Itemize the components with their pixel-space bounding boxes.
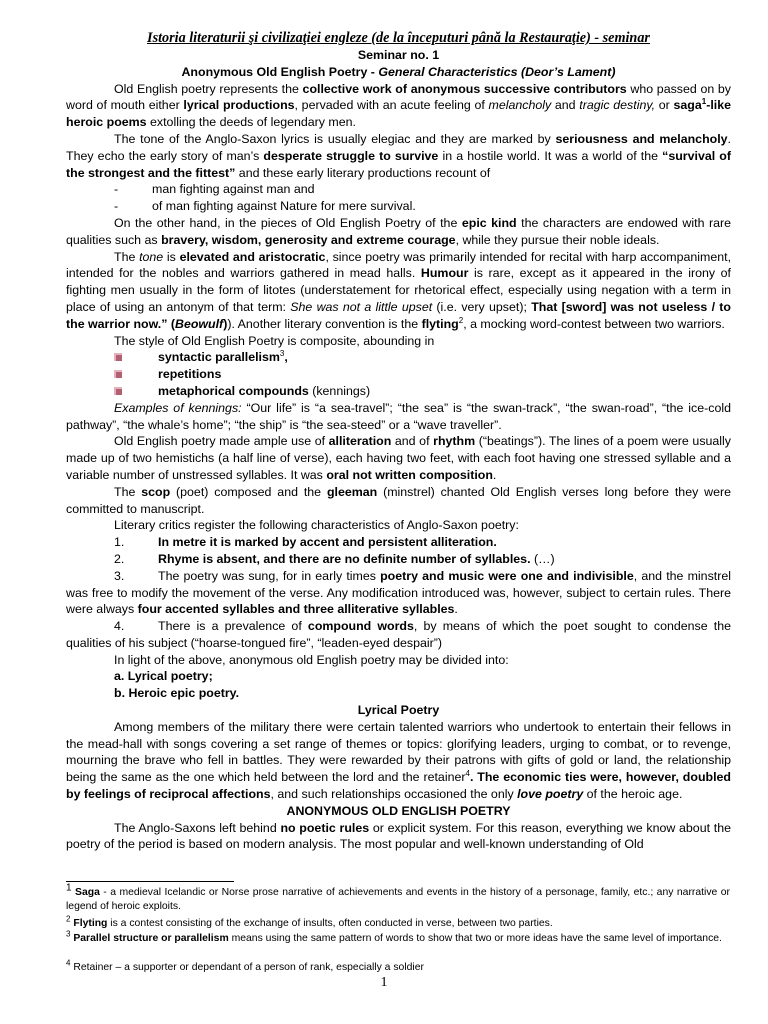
paragraph-3: On the other hand, in the pieces of Old English Poetry of the epic kind the characters are endowed with rare qualities such as bravery, wisdom, generosity and extreme courage, while they pursue their noble ideals. [66,215,731,247]
division-a: a. Lyrical poetry; [114,669,213,684]
bullet-icon [114,353,122,361]
division-b: b. Heroic epic poetry. [114,686,240,701]
footnote-divider [66,881,234,882]
paragraph-7: Old English poetry made ample use of alliteration and of rhythm (“beatings”). The lines of a poem were usually made up of two hemistichs (a half line of verse), each having two feet, with each foot having one stressed syllable and a variable number of unstressed syllables. It was oral not written composition. [66,434,731,482]
list-item: repetitions [66,366,731,383]
section-title-anonymous: ANONYMOUS OLD ENGLISH POETRY [286,803,511,818]
paragraph-10: In light of the above, anonymous old English poetry may be divided into: [114,652,509,667]
numbered-item: 4. There is a prevalence of compound words, by means of which the poet sought to condense the qualities of his subject (“hoarse-tongued fire”, “leaden-eyed despair”) [66,619,731,650]
footnote-2: $^2$ Flyting is a contest consisting of the exchange of insults, often conducted in verse, between two parties. [66,914,553,929]
paragraph-2: The tone of the Anglo-Saxon lyrics is usually elegiac and they are marked by seriousness and melancholy. They echo the early story of man’s desperate struggle to survive in a hostile world. It was a world of the “survival of the strongest and the fittest” and these early literary productions recount of [66,131,732,180]
page-number: 1 [380,975,388,990]
list-item: - man fighting against man and [114,182,315,197]
section-title-lyrical: Lyrical Poetry [357,703,440,718]
list-item: metaphorical compounds (kennings) [66,383,731,400]
paragraph-1: Old English poetry represents the collective work of anonymous successive contributors who passed on by word of mouth either lyrical productions, pervaded with an acute feeling of melancholy and tragic destiny, or saga$^1$-like heroic poems extolling the deeds of legendary men. [66,81,731,130]
bullet-icon [114,387,122,395]
paragraph-8: The scop (poet) composed and the gleeman (minstrel) chanted Old English verses long before they were committed to manuscript. [66,484,732,516]
paragraph-9: Literary critics register the following characteristics of Anglo-Saxon poetry: [114,518,519,533]
numbered-item: 2. Rhyme is absent, and there are no definite number of syllables. (…) [114,551,555,566]
footnote-3: $^3$ Parallel structure or parallelism means using the same pattern of words to show that two or more ideas have the same level of importance. [66,929,722,944]
paragraph-5: The style of Old English Poetry is composite, abounding in [114,333,435,348]
numbered-item: 1. In metre it is marked by accent and persistent alliteration. [114,535,497,550]
paragraph-12: The Anglo-Saxons left behind no poetic rules or explicit system. For this reason, everything we know about the poetry of the period is based on modern analysis. The most popular and well-known understanding of Old [66,820,731,852]
course-header: Istoria literaturii şi civilizaţiei engleze (de la începuturi până la Restauraţie) - seminar [147,30,650,46]
list-item: - of man fighting against Nature for mere survival. [114,199,416,214]
paragraph-6: Examples of kennings: “Our life” is “a sea-travel”; “the sea” is “the swan-track”, “the swan-road”, “the ice-cold pathway”, “the whale’s home”; “the ship” is “the sea-steed” or a “wave traveller”. [66,400,731,432]
list-item: syntactic parallelism$^3$, [66,349,731,366]
document-page [66,30,731,853]
paragraph-4: The tone is elevated and aristocratic, since poetry was primarily intended for recital with harp accompaniment, intended for the nobles and warriors gathered in mead halls. Humour is rare, except as it appeared in the irony of fighting men usually in the form of litotes (understatement for rhetorical effect, especially using negation with a term in place of using an antonym of that term: She was not a little upset (i.e. very upset); That [sword] was not useless / to the warrior now.” (Beowulf)). Another literary convention is the flyting$^2$, a mocking word-contest between two warriors. [66,249,732,331]
footnote-4: $^4$ Retainer – a supporter or dependant of a person of rank, especially a soldier [66,958,424,973]
bullet-icon [114,370,122,378]
seminar-number: Seminar no. 1 [357,48,440,62]
numbered-item: 3. The poetry was sung, for in early times poetry and music were one and indivisible, and the minstrel was free to modify the movement of the verse. Any modification introduced was, however, subject to certain rules. There were always four accented syllables and three alliterative syllables. [66,568,731,617]
footnote-1: $^1$ Saga - a medieval Icelandic or Norse prose narrative of achievements and events in the history of a personage, family, etc.; any narrative or legend of heroic exploits. [66,882,730,912]
seminar-title: Anonymous Old English Poetry - General Characteristics (Deor’s Lament) [181,64,616,79]
paragraph-11: Among members of the military there were certain talented warriors who undertook to entertain their fellows in the mead-hall with songs covering a set range of themes or topics: glorifying leaders, urging to combat, or to revenge, mourning the brave who fell in battles. They were rewarded by their patrons with gifts of gold or land, the relationship being the same as the one which held between the lord and the retainer$^4$. The economic ties were, however, doubled by feelings of reciprocal affections, and such relationships occasioned the only love poetry of the heroic age. [66,719,731,802]
